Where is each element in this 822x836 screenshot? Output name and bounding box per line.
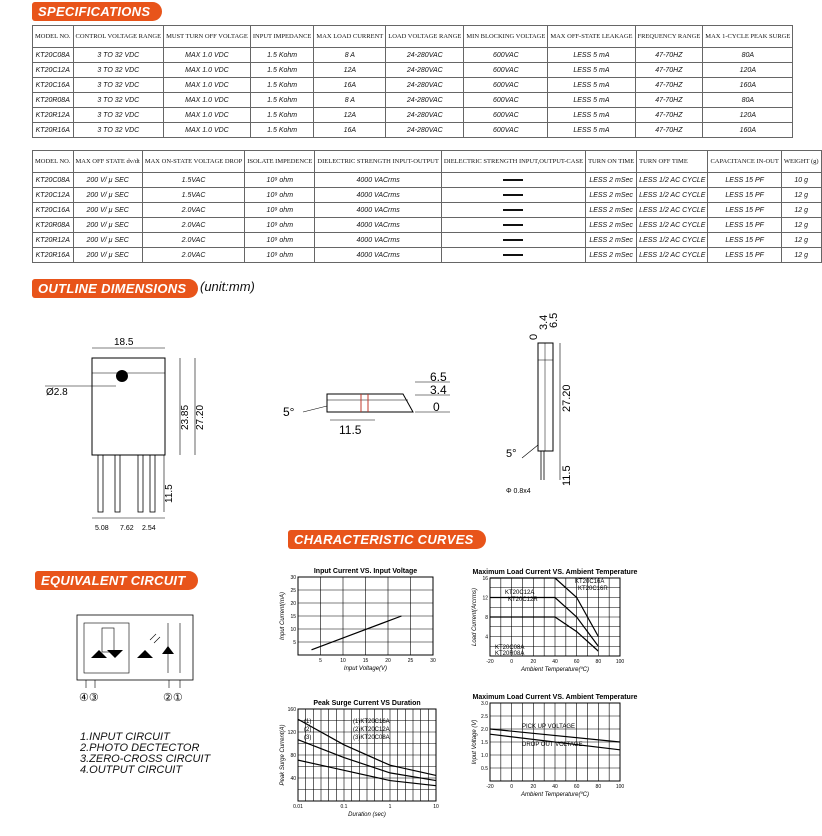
y-tick-label: 2.5 bbox=[481, 714, 488, 720]
table-cell: LESS 2 mSec bbox=[586, 248, 637, 263]
table-cell: 12 g bbox=[781, 248, 821, 263]
table-cell: KT20C16A bbox=[33, 78, 74, 93]
table-row bbox=[33, 248, 822, 263]
legend-item: 4.OUTPUT CIRCUIT bbox=[80, 764, 183, 776]
annotation-label: (3)KT20C08A bbox=[353, 735, 390, 741]
table-cell: 200 V/ μ SEC bbox=[73, 203, 142, 218]
spec-table-2 bbox=[32, 150, 822, 263]
table-cell: 1.5VAC bbox=[142, 173, 244, 188]
column-header: MAX LOAD CURRENT bbox=[314, 26, 386, 48]
table-cell: 1.5 Kohm bbox=[250, 48, 314, 63]
table-cell: LESS 1/2 AC CYCLE bbox=[637, 248, 708, 263]
table-cell: 8 A bbox=[314, 48, 386, 63]
table-cell: LESS 5 mA bbox=[548, 108, 635, 123]
pitch-label-2: 7.62 bbox=[120, 525, 134, 532]
column-header: TURN ON TIME bbox=[586, 151, 637, 173]
table-cell: LESS 1/2 AC CYCLE bbox=[637, 188, 708, 203]
table-cell: KT20R08A bbox=[33, 218, 74, 233]
table-cell: 4000 VACrms bbox=[315, 218, 441, 233]
equivalent-legend bbox=[80, 732, 210, 776]
table-cell: 200 V/ μ SEC bbox=[73, 233, 142, 248]
table-cell: 4000 VACrms bbox=[315, 203, 441, 218]
equivalent-circuit-banner: EQUIVALENT CIRCUIT bbox=[35, 571, 198, 590]
table-cell: 600VAC bbox=[464, 93, 548, 108]
x-tick-label: 40 bbox=[552, 784, 558, 790]
table-cell: 12A bbox=[314, 108, 386, 123]
table-cell: 1.5 Kohm bbox=[250, 123, 314, 138]
table-cell: LESS 15 PF bbox=[708, 218, 781, 233]
table-cell: MAX 1.0 VDC bbox=[164, 48, 251, 63]
column-header: MODEL NO. bbox=[33, 151, 74, 173]
x-axis-label: Ambient Temperature(ºC) bbox=[521, 667, 589, 673]
column-header: TURN OFF TIME bbox=[637, 151, 708, 173]
x-tick-label: 30 bbox=[430, 658, 436, 664]
table-cell: 10⁹ ohm bbox=[245, 218, 315, 233]
dash-mark bbox=[503, 239, 523, 241]
table-row bbox=[33, 173, 822, 188]
table-cell: 3 TO 32 VDC bbox=[73, 93, 164, 108]
y-tick-label: 1.5 bbox=[481, 740, 488, 746]
table-cell: 120A bbox=[703, 63, 793, 78]
x-axis-label: Duration (sec) bbox=[348, 812, 386, 818]
y-axis-label: Load Current(Arcrms) bbox=[472, 587, 478, 647]
table-cell: 4000 VACrms bbox=[315, 173, 441, 188]
legend-item: 3.ZERO-CROSS CIRCUIT bbox=[80, 753, 211, 765]
y-axis-label: Input Voltage (V) bbox=[472, 719, 478, 765]
unit-note: (unit:mm) bbox=[200, 279, 255, 294]
table-cell: 16A bbox=[314, 123, 386, 138]
x-tick-label: 5 bbox=[319, 658, 322, 664]
table-cell: LESS 1/2 AC CYCLE bbox=[637, 173, 708, 188]
equivalent-circuit-diagram bbox=[70, 610, 210, 705]
y-tick-label: 20 bbox=[290, 601, 296, 607]
column-header: ISOLATE IMPEDENCE bbox=[245, 151, 315, 173]
outline-dimensions-banner: OUTLINE DIMENSIONS bbox=[32, 279, 198, 298]
side-zero: 0 bbox=[433, 400, 440, 414]
table-cell: 1.5 Kohm bbox=[250, 63, 314, 78]
right-pin-label: 11.5 bbox=[561, 465, 573, 486]
chart-input-voltage bbox=[460, 681, 640, 806]
y-tick-label: 8 bbox=[485, 615, 488, 621]
table-cell: 1.5VAC bbox=[142, 188, 244, 203]
table-cell: 24-280VAC bbox=[386, 123, 464, 138]
column-header: FREQUENCY RANGE bbox=[635, 26, 703, 48]
pins-right-label: ②① bbox=[163, 692, 183, 704]
chart-load-current bbox=[460, 556, 640, 676]
side-width-label: 11.5 bbox=[339, 423, 362, 437]
table-cell: LESS 2 mSec bbox=[586, 188, 637, 203]
right-zero: 0 bbox=[528, 333, 540, 340]
table-cell: LESS 15 PF bbox=[708, 248, 781, 263]
table-row bbox=[33, 233, 822, 248]
table-cell: 160A bbox=[703, 123, 793, 138]
x-tick-label: 100 bbox=[615, 659, 625, 665]
hole-diameter-label: Ø2.8 bbox=[46, 387, 68, 398]
table-cell: 600VAC bbox=[464, 63, 548, 78]
table-cell: 10⁹ ohm bbox=[245, 188, 315, 203]
table-cell: KT20C12A bbox=[33, 188, 74, 203]
table-cell: 12 g bbox=[781, 233, 821, 248]
table-cell: KT20R08A bbox=[33, 93, 74, 108]
table-cell: MAX 1.0 VDC bbox=[164, 93, 251, 108]
dash-mark bbox=[503, 179, 523, 181]
y-tick-label: 4 bbox=[485, 634, 488, 641]
table-cell: LESS 5 mA bbox=[548, 123, 635, 138]
x-tick-label: 20 bbox=[530, 659, 537, 665]
x-tick-label: 0.01 bbox=[293, 804, 303, 810]
table-cell: LESS 15 PF bbox=[708, 173, 781, 188]
x-tick-label: 0 bbox=[510, 784, 514, 790]
x-tick-label: 60 bbox=[573, 659, 580, 665]
x-tick-label: 0.1 bbox=[340, 804, 348, 810]
table-cell: 3 TO 32 VDC bbox=[73, 108, 164, 123]
chart-title: Maximum Load Current VS. Ambient Temperature bbox=[472, 694, 638, 701]
table-row bbox=[33, 48, 793, 63]
y-tick-label: 40 bbox=[290, 776, 296, 782]
front-view-drawing bbox=[46, 333, 210, 563]
x-tick-label: 60 bbox=[573, 784, 580, 790]
y-tick-label: 15 bbox=[290, 614, 296, 620]
table-cell: KT20R12A bbox=[33, 233, 74, 248]
table-cell: KT20C08A bbox=[33, 48, 74, 63]
x-axis-label: Ambient Temperature(ºC) bbox=[521, 792, 589, 798]
table-cell: 47-70HZ bbox=[635, 78, 703, 93]
y-tick-label: 80 bbox=[290, 753, 296, 759]
x-tick-label: 15 bbox=[362, 658, 369, 664]
table-cell: 16A bbox=[314, 78, 386, 93]
table-cell: 3 TO 32 VDC bbox=[73, 63, 164, 78]
table-cell: KT20R16A bbox=[33, 123, 74, 138]
annotation-label: (2) bbox=[304, 727, 312, 733]
y-tick-label: 30 bbox=[290, 575, 296, 581]
table-cell: 47-70HZ bbox=[635, 108, 703, 123]
y-tick-label: 2.0 bbox=[481, 727, 488, 733]
annotation-label: (2)KT20C12A bbox=[353, 727, 390, 733]
height-label-1: 23.85 bbox=[180, 404, 191, 430]
table-cell: LESS 5 mA bbox=[548, 93, 635, 108]
table-cell: 600VAC bbox=[464, 108, 548, 123]
mounting-hole bbox=[116, 370, 128, 382]
table-cell: 12 g bbox=[781, 203, 821, 218]
table-row bbox=[33, 203, 822, 218]
chart-input-current bbox=[270, 565, 440, 675]
table-cell: 24-280VAC bbox=[386, 108, 464, 123]
column-header: CONTROL VOLTAGE RANGE bbox=[73, 26, 164, 48]
chart-title: Maximum Load Current VS. Ambient Temperature bbox=[472, 569, 638, 576]
table-cell: 12 g bbox=[781, 218, 821, 233]
table-cell: 600VAC bbox=[464, 48, 548, 63]
table-cell: 600VAC bbox=[464, 123, 548, 138]
table-cell: 1.5 Kohm bbox=[250, 93, 314, 108]
table-cell: 47-70HZ bbox=[635, 63, 703, 78]
annotation-label: KT20C16R bbox=[578, 586, 608, 592]
table-cell: 200 V/ μ SEC bbox=[73, 188, 142, 203]
table-cell: 3 TO 32 VDC bbox=[73, 48, 164, 63]
table-cell: LESS 2 mSec bbox=[586, 233, 637, 248]
y-tick-label: 0.5 bbox=[481, 766, 488, 772]
table-cell: LESS 5 mA bbox=[548, 63, 635, 78]
y-tick-label: 160 bbox=[287, 707, 296, 713]
table-cell: LESS 2 mSec bbox=[586, 203, 637, 218]
annotation-label: (1) bbox=[304, 719, 312, 725]
table-cell: MAX 1.0 VDC bbox=[164, 63, 251, 78]
table-cell: 12 g bbox=[781, 188, 821, 203]
annotation-label: (1)KT20C16A bbox=[353, 719, 390, 725]
annotation-label: KT20C12A bbox=[505, 590, 535, 596]
annotation-label: KT20C08A bbox=[495, 645, 525, 651]
table-row bbox=[33, 63, 793, 78]
table-cell: 80A bbox=[703, 48, 793, 63]
table-cell: 600VAC bbox=[464, 78, 548, 93]
table-cell: 10⁹ ohm bbox=[245, 203, 315, 218]
y-tick-label: 3.0 bbox=[481, 701, 488, 707]
table-cell bbox=[441, 248, 585, 263]
column-header: MODEL NO. bbox=[33, 26, 74, 48]
table-cell bbox=[441, 233, 585, 248]
column-header: CAPACITANCE IN-OUT bbox=[708, 151, 781, 173]
table-cell: LESS 5 mA bbox=[548, 78, 635, 93]
y-axis-label: Input Current(mA) bbox=[280, 591, 286, 641]
x-tick-label: 10 bbox=[433, 804, 439, 810]
table-cell: 8 A bbox=[314, 93, 386, 108]
side-angle-label: 5° bbox=[283, 405, 295, 419]
annotation-label: KT20C16A bbox=[575, 579, 605, 585]
table-cell: 12A bbox=[314, 63, 386, 78]
column-header: MUST TURN OFF VOLTAGE bbox=[164, 26, 251, 48]
x-tick-label: 25 bbox=[407, 658, 414, 664]
pitch-label-1: 5.08 bbox=[95, 525, 109, 532]
chart-title: Peak Surge Current VS Duration bbox=[313, 700, 421, 707]
y-tick-label: 25 bbox=[290, 588, 296, 594]
table-row bbox=[33, 78, 793, 93]
table-cell: 10⁹ ohm bbox=[245, 173, 315, 188]
annotation-label: PICK UP VOLTAGE bbox=[522, 724, 576, 730]
x-tick-label: 80 bbox=[595, 659, 602, 665]
y-tick-label: 16 bbox=[482, 576, 488, 582]
table-cell: 2.0VAC bbox=[142, 218, 244, 233]
annotation-label: (3) bbox=[304, 735, 312, 741]
x-tick-label: 40 bbox=[552, 659, 558, 665]
table-cell: 160A bbox=[703, 78, 793, 93]
chart-peak-surge bbox=[268, 687, 443, 827]
right-height-label: 27.20 bbox=[561, 384, 573, 412]
characteristic-curves-banner: CHARACTERISTIC CURVES bbox=[288, 530, 486, 549]
x-tick-label: 10 bbox=[340, 658, 346, 664]
table-cell: MAX 1.0 VDC bbox=[164, 123, 251, 138]
column-header: MAX OFF-STATE LEAKAGE bbox=[548, 26, 635, 48]
table-cell: KT20C08A bbox=[33, 173, 74, 188]
table-row bbox=[33, 123, 793, 138]
legend-item: 1.INPUT CIRCUIT bbox=[80, 731, 170, 743]
table-cell: KT20C16A bbox=[33, 203, 74, 218]
table-row bbox=[33, 188, 822, 203]
table-cell bbox=[441, 203, 585, 218]
annotation-label: DROP OUT VOLTAGE bbox=[522, 742, 583, 748]
table-cell: 10 g bbox=[781, 173, 821, 188]
table-cell: LESS 2 mSec bbox=[586, 173, 637, 188]
table-cell: 4000 VACrms bbox=[315, 233, 441, 248]
column-header: WEIGHT (g) bbox=[781, 151, 821, 173]
column-header: DIELECTRIC STRENGTH INPUT,OUTPUT-CASE bbox=[441, 151, 585, 173]
dash-mark bbox=[503, 209, 523, 211]
table-cell bbox=[441, 173, 585, 188]
column-header: MIN BLOCKING VOLTAGE bbox=[464, 26, 548, 48]
right-thickness-1: 3.4 bbox=[538, 314, 550, 330]
table-cell: LESS 5 mA bbox=[548, 48, 635, 63]
table-cell: KT20C12A bbox=[33, 63, 74, 78]
y-tick-label: 12 bbox=[482, 595, 488, 602]
column-header: MAX OFF STATE dv/dt bbox=[73, 151, 142, 173]
x-tick-label: 0 bbox=[510, 659, 514, 665]
y-axis-label: Peak Surge Current(A) bbox=[280, 724, 286, 786]
column-header: MAX 1-CYCLE PEAK SURGE bbox=[703, 26, 793, 48]
right-angle-label: 5° bbox=[506, 448, 517, 460]
pins-left-label: ④③ bbox=[79, 692, 99, 704]
table-cell: 24-280VAC bbox=[386, 63, 464, 78]
pitch-label-3: 2.54 bbox=[142, 525, 156, 532]
specifications-banner: SPECIFICATIONS bbox=[32, 2, 162, 21]
table-cell: 4000 VACrms bbox=[315, 188, 441, 203]
table-cell: LESS 2 mSec bbox=[586, 218, 637, 233]
table-cell: 200 V/ μ SEC bbox=[73, 218, 142, 233]
table-cell: 120A bbox=[703, 108, 793, 123]
table-cell: LESS 15 PF bbox=[708, 203, 781, 218]
legend-item: 2.PHOTO DECTECTOR bbox=[80, 742, 200, 754]
x-tick-label: 20 bbox=[385, 658, 391, 664]
x-tick-label: 1 bbox=[388, 804, 392, 810]
table-cell: 2.0VAC bbox=[142, 203, 244, 218]
y-tick-label: 5 bbox=[293, 640, 296, 646]
y-tick-label: 10 bbox=[290, 627, 296, 633]
column-header: LOAD VOLTAGE RANGE bbox=[386, 26, 464, 48]
right-view-drawing bbox=[500, 300, 620, 500]
table-cell: 4000 VACrms bbox=[315, 248, 441, 263]
table-cell: MAX 1.0 VDC bbox=[164, 108, 251, 123]
table-row bbox=[33, 93, 793, 108]
annotation-label: KT20R08A bbox=[495, 651, 525, 657]
annotation-label: KT20C12R bbox=[508, 597, 538, 603]
table-cell: MAX 1.0 VDC bbox=[164, 78, 251, 93]
dash-mark bbox=[503, 254, 523, 256]
y-tick-label: 120 bbox=[287, 730, 296, 736]
table-cell: LESS 1/2 AC CYCLE bbox=[637, 203, 708, 218]
side-view-drawing bbox=[275, 370, 465, 450]
table-cell: KT20R16A bbox=[33, 248, 74, 263]
table-cell: 1.5 Kohm bbox=[250, 108, 314, 123]
table-cell bbox=[441, 218, 585, 233]
table-cell: 24-280VAC bbox=[386, 78, 464, 93]
y-tick-label: 1.0 bbox=[481, 753, 488, 759]
table-cell: LESS 15 PF bbox=[708, 233, 781, 248]
side-thickness-1: 6.5 bbox=[430, 370, 447, 384]
table-cell: 2.0VAC bbox=[142, 233, 244, 248]
table-cell: 47-70HZ bbox=[635, 123, 703, 138]
front-width-label: 18.5 bbox=[114, 337, 134, 348]
table-cell: 3 TO 32 VDC bbox=[73, 78, 164, 93]
table-cell: 80A bbox=[703, 93, 793, 108]
pin-diameter-label: Φ 0.8x4 bbox=[506, 488, 531, 495]
table-cell: 2.0VAC bbox=[142, 248, 244, 263]
x-tick-label: 20 bbox=[530, 784, 537, 790]
x-tick-label: -20 bbox=[486, 659, 494, 665]
right-thickness-2: 6.5 bbox=[548, 312, 560, 328]
column-header: MAX ON-STATE VOLTAGE DROP bbox=[142, 151, 244, 173]
dash-mark bbox=[503, 194, 523, 196]
pin-length-label: 11.5 bbox=[164, 484, 175, 503]
x-tick-label: -20 bbox=[486, 784, 494, 790]
dash-mark bbox=[503, 224, 523, 226]
x-tick-label: 80 bbox=[595, 784, 602, 790]
x-tick-label: 100 bbox=[615, 784, 625, 790]
table-cell: 10⁹ ohm bbox=[245, 248, 315, 263]
x-axis-label: Input Voltage(V) bbox=[343, 666, 388, 672]
table-cell: 24-280VAC bbox=[386, 48, 464, 63]
height-label-2: 27.20 bbox=[195, 404, 206, 430]
table-cell: 47-70HZ bbox=[635, 48, 703, 63]
table-cell bbox=[441, 188, 585, 203]
table-cell: LESS 1/2 AC CYCLE bbox=[637, 233, 708, 248]
table-cell: 3 TO 32 VDC bbox=[73, 123, 164, 138]
table-cell: 200 V/ μ SEC bbox=[73, 248, 142, 263]
column-header: INPUT IMPEDANCE bbox=[250, 26, 314, 48]
table-cell: 1.5 Kohm bbox=[250, 78, 314, 93]
table-cell: KT20R12A bbox=[33, 108, 74, 123]
table-cell: 24-280VAC bbox=[386, 93, 464, 108]
table-cell: LESS 15 PF bbox=[708, 188, 781, 203]
table-cell: LESS 1/2 AC CYCLE bbox=[637, 218, 708, 233]
side-thickness-2: 3.4 bbox=[430, 383, 447, 397]
table-cell: 47-70HZ bbox=[635, 93, 703, 108]
table-row bbox=[33, 108, 793, 123]
table-cell: 200 V/ μ SEC bbox=[73, 173, 142, 188]
spec-table-1 bbox=[32, 25, 793, 138]
table-cell: 10⁹ ohm bbox=[245, 233, 315, 248]
chart-title: Input Current VS. Input Voltage bbox=[313, 568, 418, 575]
table-row bbox=[33, 218, 822, 233]
column-header: DIELECTRIC STRENGTH INPUT-OUTPUT bbox=[315, 151, 441, 173]
